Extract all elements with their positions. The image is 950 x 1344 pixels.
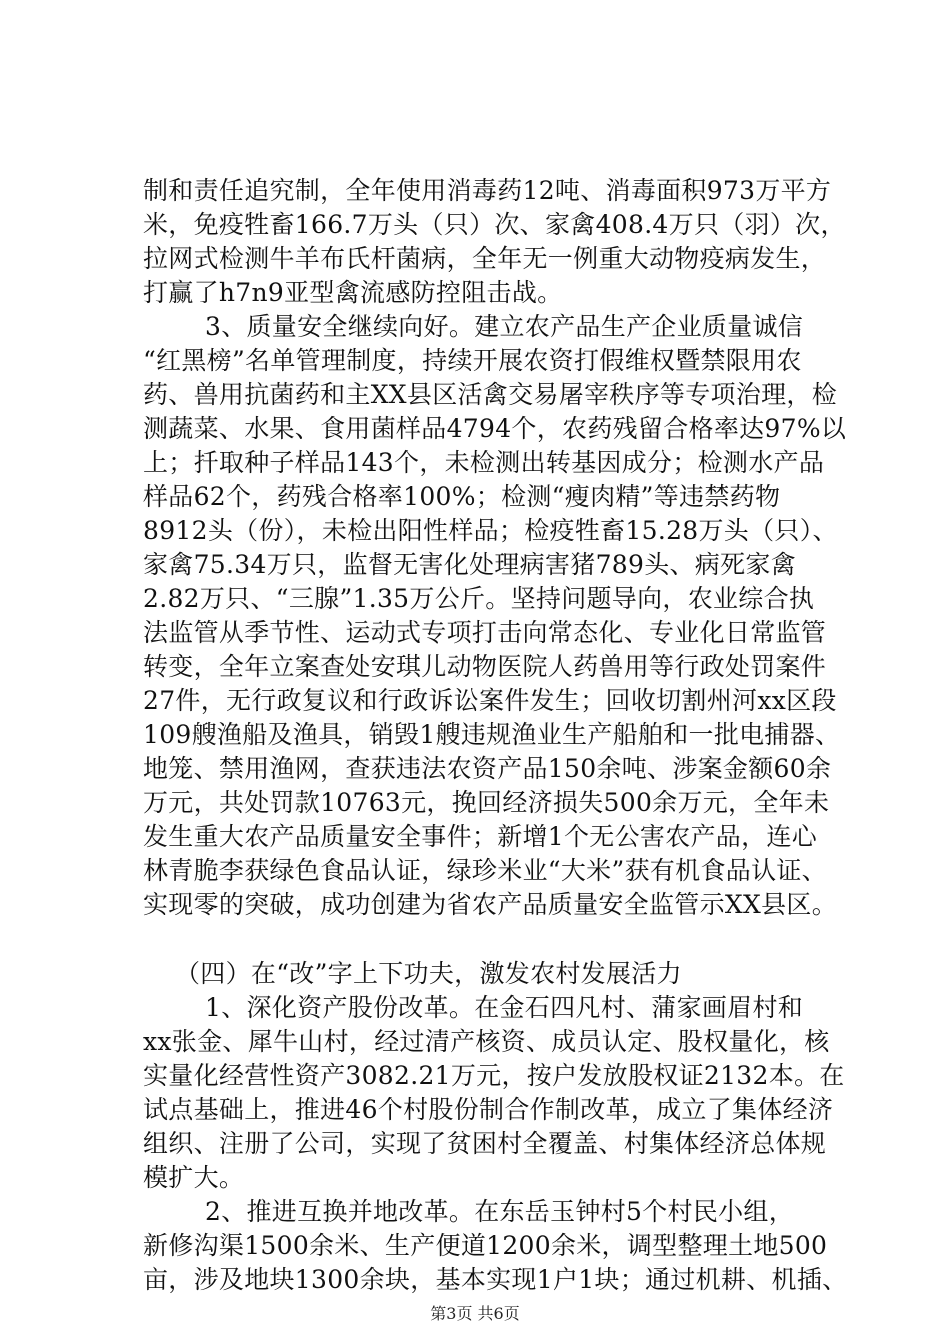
text-line: 米，免疫牲畜166.7万头（只）次、家禽408.4万只（羽）次，: [143, 210, 846, 239]
page-footer: 第3页 共6页: [430, 1304, 520, 1323]
text-line: 地笼、禁用渔网，查获违法农资产品150余吨、涉案金额60余: [143, 754, 832, 783]
text-line: 样品62个，药残合格率100%；检测“瘦肉精”等违禁药物: [143, 482, 781, 511]
text-line: 109艘渔船及渔具，销毁1艘违规渔业生产船舶和一批电捕器、: [143, 720, 841, 749]
text-line: 药、兽用抗菌药和主XX县区活禽交易屠宰秩序等专项治理，检: [143, 380, 837, 409]
text-line: 2、推进互换并地改革。在东岳玉钟村5个村民小组，: [205, 1197, 795, 1226]
text-line: 2.82万只、“三腺”1.35万公斤。坚持问题导向，农业综合执: [143, 584, 815, 613]
text-line: 发生重大农产品质量安全事件；新增1个无公害农产品，连心: [143, 822, 818, 851]
text-line: 试点基础上，推进46个村股份制合作制改革，成立了集体经济: [143, 1095, 834, 1124]
text-line: 万元，共处罚款10763元，挽回经济损失500余万元，全年未: [143, 788, 830, 817]
text-line: 8912头（份），未检出阳性样品；检疫牲畜15.28万头（只）、: [143, 516, 838, 545]
text-line: 27件，无行政复议和行政诉讼案件发生；回收切割州河xx区段: [143, 686, 837, 715]
text-line: 新修沟渠1500余米、生产便道1200余米，调型整理土地500: [143, 1231, 828, 1260]
section-heading: （四）在“改”字上下功夫，激发农村发展活力: [175, 959, 682, 988]
text-line: xx张金、犀牛山村，经过清产核资、成员认定、股权量化，核: [143, 1027, 830, 1056]
text-line: 实现零的突破，成功创建为省农产品质量安全监管示XX县区。: [143, 890, 837, 919]
text-line: 上；扦取种子样品143个，未检测出转基因成分；检测水产品: [143, 448, 825, 477]
text-line: 1、深化资产股份改革。在金石四凡村、蒲家画眉村和: [205, 993, 804, 1022]
text-line: 法监管从季节性、运动式专项打击向常态化、专业化日常监管: [143, 618, 827, 647]
text-line: 模扩大。: [143, 1163, 245, 1192]
text-line: 拉网式检测牛羊布氏杆菌病，全年无一例重大动物疫病发生，: [143, 244, 827, 273]
text-line: 3、质量安全继续向好。建立农产品生产企业质量诚信: [205, 312, 804, 341]
text-line: 亩，涉及地块1300余块，基本实现1户1块；通过机耕、机插、: [143, 1265, 848, 1294]
text-line: 实量化经营性资产3082.21万元，按户发放股权证2132本。在: [143, 1061, 845, 1090]
text-line: 测蔬菜、水果、食用菌样品4794个，农药残留合格率达97%以: [143, 414, 847, 443]
text-line: 转变，全年立案查处安琪儿动物医院人药兽用等行政处罚案件: [143, 652, 827, 681]
text-line: 制和责任追究制，全年使用消毒药12吨、消毒面积973万平方: [143, 176, 832, 205]
text-line: 打赢了h7n9亚型禽流感防控阻击战。: [143, 278, 563, 307]
text-line: 组织、注册了公司，实现了贫困村全覆盖、村集体经济总体规: [143, 1129, 827, 1158]
text-line: 林青脆李获绿色食品认证，绿珍米业“大米”获有机食品认证、: [143, 856, 827, 885]
text-line: 家禽75.34万只，监督无害化处理病害猪789头、病死家禽: [143, 550, 796, 579]
text-line: “红黑榜”名单管理制度，持续开展农资打假维权暨禁限用农: [143, 346, 802, 375]
